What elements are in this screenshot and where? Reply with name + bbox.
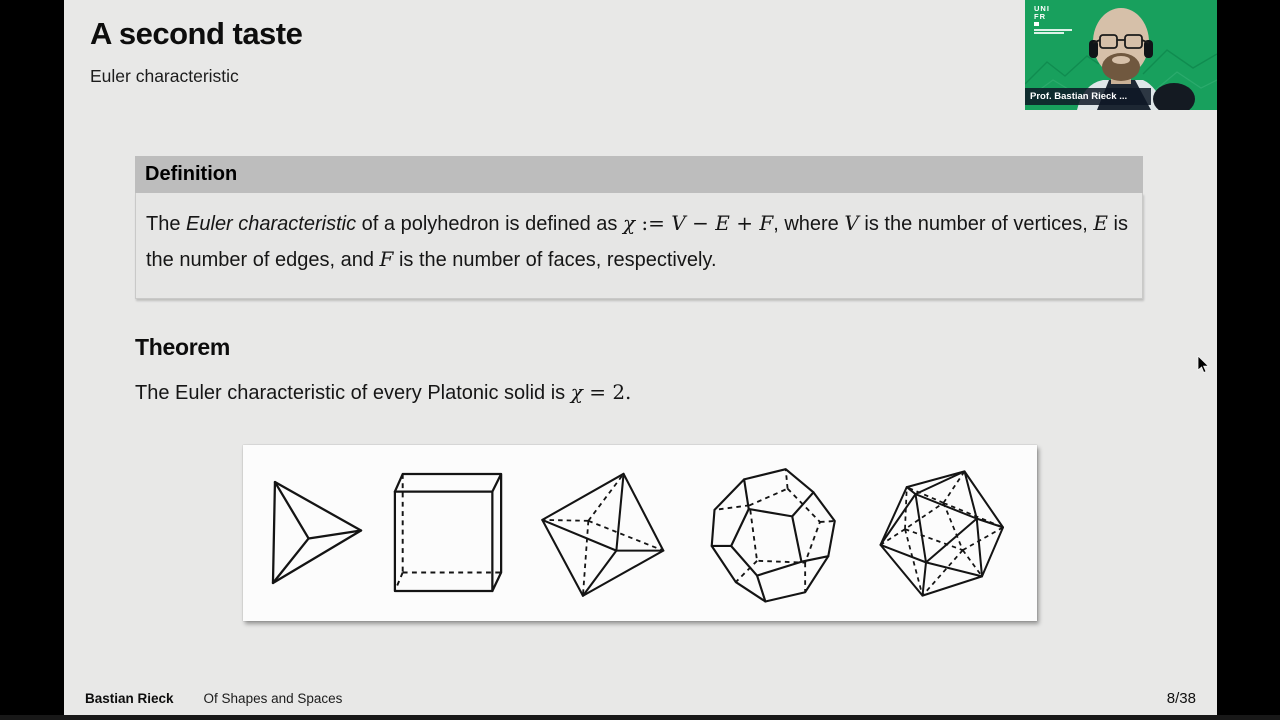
platonic-solids-figure [243,445,1037,621]
webcam-caption: Prof. Bastian Rieck ... [1025,88,1151,105]
uni-fr-logo-line2: FR [1034,12,1046,21]
definition-text-part: , where [773,213,845,235]
octahedron-drawing [533,463,669,603]
letterbox-right [1217,0,1280,720]
webcam-overlay [1025,0,1217,110]
theorem-heading: Theorem [135,334,231,360]
definition-text-part: of a polyhedron is defined as [356,213,623,235]
math-E: E [1093,211,1108,235]
bottom-strip [0,715,1280,720]
math-plus: + [729,211,760,235]
footer-talk-title: Of Shapes and Spaces [203,691,343,706]
theorem-text-part: = 2. [582,380,632,404]
definition-text-part: The [146,213,187,235]
math-V: V [671,211,686,235]
definition-text-part: is the number of edges, and [146,213,1128,271]
icosahedron-drawing [870,459,1010,608]
uni-fr-logo-line1: UNI [1034,4,1050,13]
definition-body [135,193,1143,299]
slide-title: A second taste [90,16,303,51]
theorem-text-part: The Euler characteristic of every Platonic solid is [135,382,571,404]
footer-author: Bastian Rieck [85,691,174,706]
math-F: F [759,211,774,235]
uni-fr-logo-mark [1034,22,1039,26]
tetrahedron-drawing [270,479,365,588]
cube-drawing [391,470,506,596]
cursor-icon [1197,356,1210,374]
math-assign: := [635,211,672,235]
definition-text-part: is the number of vertices, [858,213,1094,235]
slide-subtitle: Euler characteristic [90,66,239,86]
definition-heading: Definition [135,156,1143,193]
definition-term: Euler characteristic [186,213,357,235]
definition-box [135,156,1143,299]
slide-footer [85,690,1196,707]
definition-text-part: is the number of faces, respectively. [393,249,717,271]
math-E: E [715,211,730,235]
math-F: F [379,247,394,271]
math-chi: χ [622,211,636,235]
dodecahedron-drawing [696,457,844,610]
math-V: V [844,211,859,235]
math-minus: − [685,211,716,235]
footer-page-number: 8/38 [1166,690,1196,707]
theorem-text [135,380,631,405]
math-chi: χ [570,380,583,404]
uni-fr-logo [1034,5,1072,34]
letterbox-left [0,0,64,720]
